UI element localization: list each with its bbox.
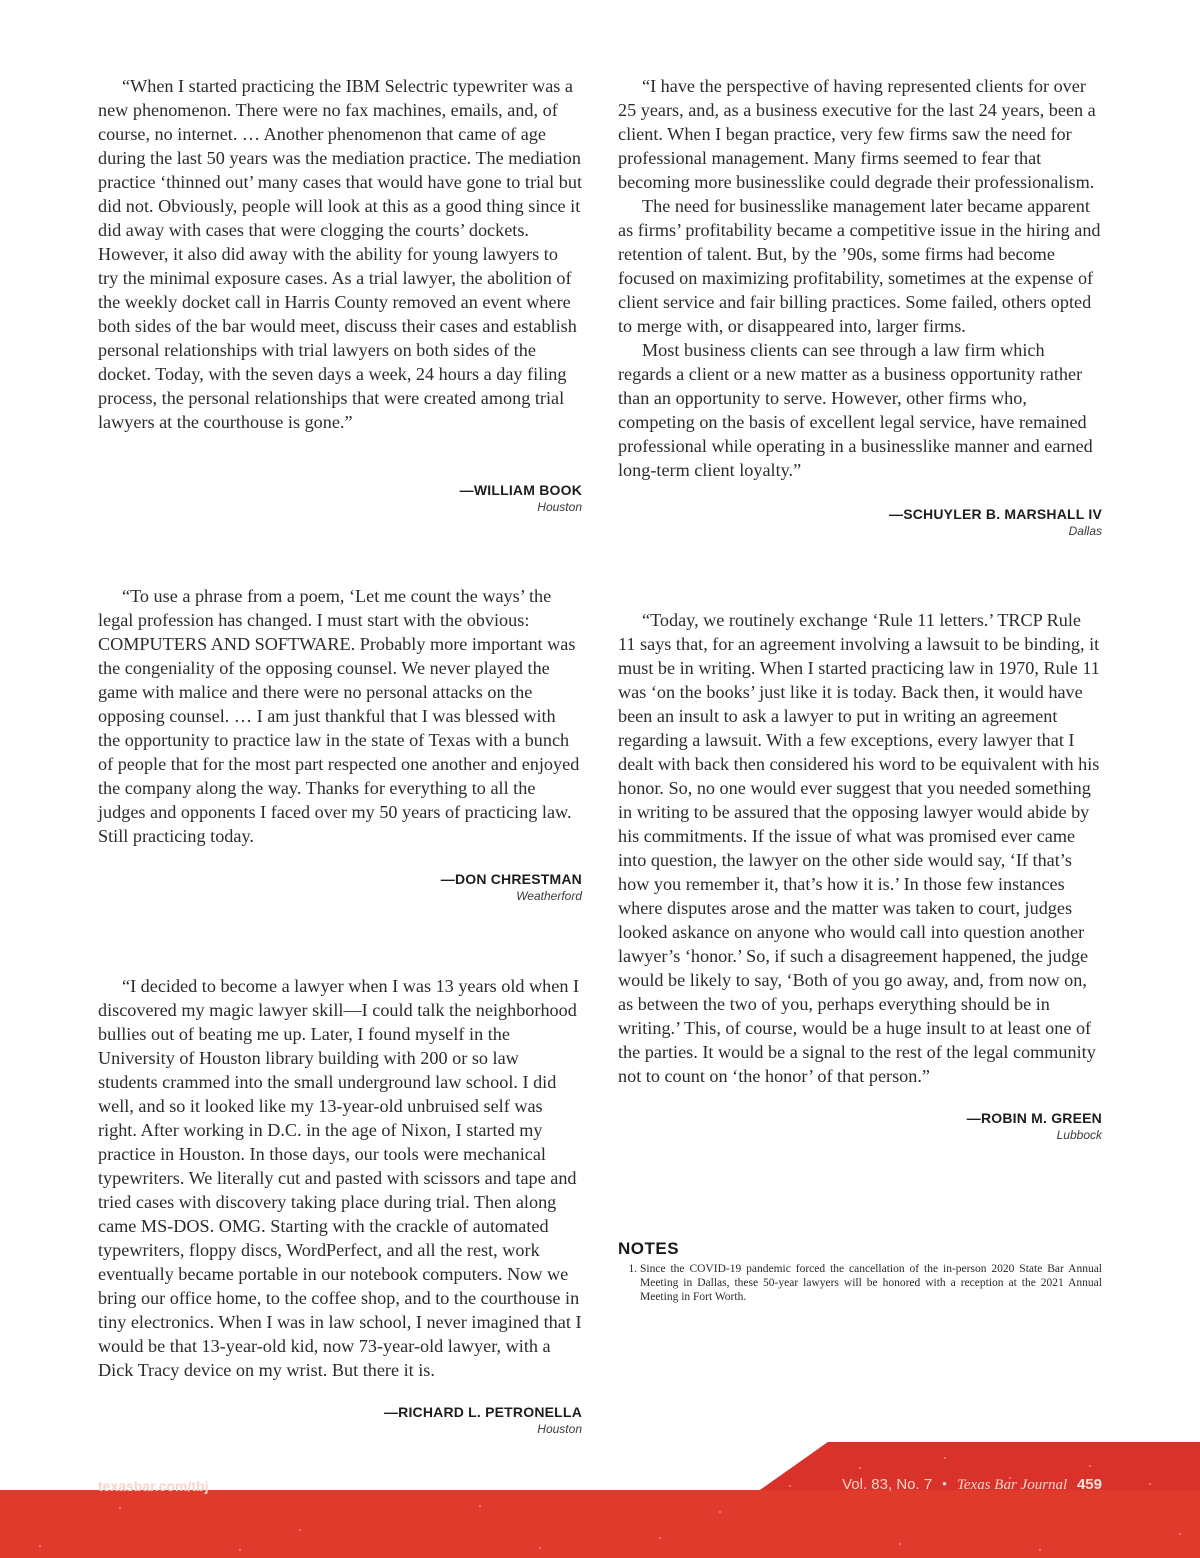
quote-paragraph: “Today, we routinely exchange ‘Rule 11 letters.’ TRCP Rule 11 says that, for an agreement involving a lawsuit to be binding, it must be in writing. When I started practicing law in 1970, Rule 11 was ‘on the books’ just like it is today. Back then, it would have been an insult to ask a lawyer to put in writing an agreement regarding a lawsuit. With a few exceptions, every lawyer that I dealt with back then considered his word to be equivalent with his honor. So, no one would ever suggest that you needed something in writing to be assured that the opposing lawyer would abide by his commitments. If the issue of what was promised ever came into question, the lawyer on the other side would say, ‘If that’s how you remember it, that’s how it is.’ In those few instances where disputes arose and the matter was taken to court, judges looked askance on anyone who would call into question another lawyer’s ‘honor.’ So, if such a disagreement happened, the judge would be likely to say, ‘Both of you go away, and, from now on, as between the two of you, perhaps everything should be in writing.’ This, of course, would be a huge insult to at least one of the parties. It would be a signal to the rest of the legal community not to count on ‘the honor’ of that person.”: [618, 610, 1100, 1086]
notes-list: [618, 1262, 1102, 1304]
footer-url-link[interactable]: texasbar.com/tbj: [98, 1478, 209, 1494]
quote-don-chrestman: [98, 584, 582, 848]
quote-paragraph: “I decided to become a lawyer when I was 13 years old when I discovered my magic lawyer skill—I could talk the neighborhood bullies out of beating me up. Later, I found myself in the University of Houston library building with 200 or so law students crammed into the small underground law school. I did well, and so it looked like my 13-year-old unbruised self was right. After working in D.C. in the age of Nixon, I started my practice in Houston. In those days, our tools were mechanical typewriters. We literally cut and pasted with scissors and tape and tried cases with discovery taking place during trial. Then along came MS-DOS. OMG. Starting with the crackle of automated typewriters, floppy discs, WordPerfect, and all the rest, work eventually became portable in our notebook computers. Now we bring our office home, to the coffee shop, and to the courthouse in tiny electronics. When I was in law school, I never imagined that I would be that 13-year-old kid, now 73-year-old lawyer, with a Dick Tracy device on my wrist. But there it is.: [98, 976, 582, 1380]
author-city: Houston: [537, 500, 582, 514]
quote-paragraph: “I have the perspective of having represented clients for over 25 years, and, as a business executive for the last 24 years, been a client. When I began practice, very few firms saw the need for professional management. Many firms seemed to fear that becoming more businesslike could degrade their professionalism.: [618, 76, 1096, 192]
attribution-schuyler-marshall: [889, 505, 1102, 539]
author-name: —DON CHRESTMAN: [440, 871, 582, 887]
footer-journal-name: Texas Bar Journal: [956, 1477, 1068, 1493]
author-name: —WILLIAM BOOK: [459, 482, 582, 498]
quote-paragraph: “When I started practicing the IBM Selectric typewriter was a new phenomenon. There were no fax machines, emails, and, of course, no internet. … Another phenomenon that came of age during the last 50 years was the mediation practice. The mediation practice ‘thinned out’ many cases that would have gone to trial but did not. Obviously, people will look at this as a good thing since it did away with cases that were clogging the courts’ dockets. However, it also did away with the ability for young lawyers to try the minimal exposure cases. As a trial lawyer, the abolition of the weekly docket call in Harris County removed an event where both sides of the bar would meet, discuss their cases and establish personal relationships with trial lawyers on both sides of the docket. Today, with the seven days a week, 24 hours a day filing process, the personal relationships that were created among trial lawyers at the courthouse is gone.”: [98, 76, 583, 432]
quote-richard-petronella: [98, 974, 582, 1382]
quote-schuyler-marshall: [618, 74, 1102, 482]
quote-william-book: [98, 74, 582, 434]
author-city: Dallas: [1068, 524, 1102, 538]
quote-robin-green: [618, 608, 1102, 1088]
quote-paragraph: Most business clients can see through a law firm which regards a client or a new matter as a business opportunity rather than an opportunity to serve. However, other firms who, competing on the basis of excellent legal service, have remained professional while operating in a businesslike manner and earned long-term client loyalty.”: [618, 340, 1093, 480]
attribution-richard-petronella: [384, 1403, 582, 1437]
footer-band: [0, 1438, 1200, 1558]
note-item: 1. Since the COVID-19 pandemic forced the cancellation of the in-person 2020 State Bar Annual Meeting in Dallas, these 50-year lawyers will be honored with a reception at the 2021 Annual Meeting in Fort Worth.: [640, 1262, 1102, 1304]
footer-background-shape: [0, 1438, 1200, 1558]
author-name: —ROBIN M. GREEN: [966, 1110, 1102, 1126]
author-city: Weatherford: [516, 889, 582, 903]
footer-separator: •: [941, 1477, 948, 1493]
quote-paragraph: The need for businesslike management later became apparent as firms’ profitability became a competitive issue in the hiring and retention of talent. But, by the ’90s, some firms had become focused on maximizing profitability, sometimes at the expense of client service and fair billing practices. Some failed, others opted to merge with, or disappeared into, larger firms.: [618, 196, 1101, 336]
author-city: Houston: [537, 1422, 582, 1436]
attribution-don-chrestman: [441, 870, 582, 904]
attribution-robin-green: [967, 1109, 1102, 1143]
footer-page-number: 459: [1076, 1476, 1102, 1493]
footer-volume: Vol. 83, No. 7: [842, 1476, 933, 1493]
author-name: —RICHARD L. PETRONELLA: [383, 1404, 582, 1420]
notes-heading: NOTES: [618, 1239, 680, 1258]
quote-paragraph: “To use a phrase from a poem, ‘Let me count the ways’ the legal profession has changed. I must start with the obvious: COMPUTERS AND SOFTWARE. Probably more important was the congeniality of the opposing counsel. We never played the game with malice and there were no personal attacks on the opposing counsel. … I am just thankful that I was blessed with the opportunity to practice law in the state of Texas with a bunch of people that for the most part respected one another and enjoyed the company along the way. Thanks for everything to all the judges and opponents I faced over my 50 years of practicing law. Still practicing today.: [98, 586, 580, 846]
author-name: —SCHUYLER B. MARSHALL IV: [889, 506, 1102, 522]
notes-section: [618, 1238, 1102, 1304]
attribution-william-book: [460, 481, 582, 515]
footer-issue-info: [842, 1476, 1102, 1494]
author-city: Lubbock: [1056, 1128, 1102, 1142]
